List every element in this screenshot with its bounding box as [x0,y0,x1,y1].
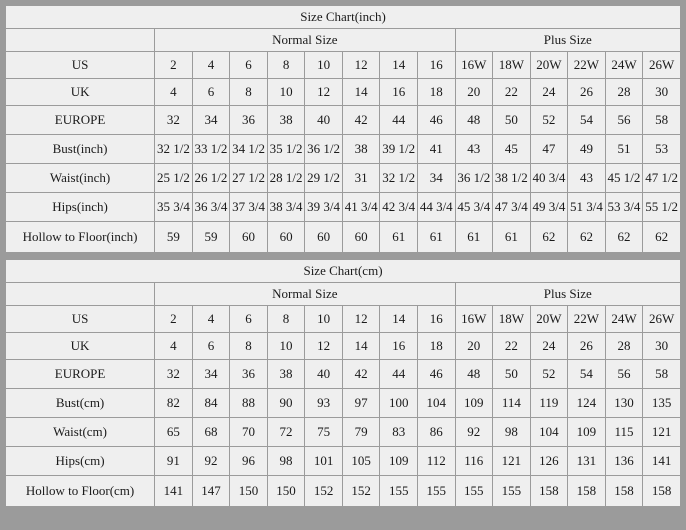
cell: 59 [155,222,193,253]
cell: 51 3/4 [568,193,606,222]
cell: 88 [230,389,268,418]
cell: 26 [568,79,606,106]
chart-title: Size Chart(cm) [6,260,681,283]
cell: 24W [605,52,643,79]
table-row [6,193,681,222]
cell: 8 [230,79,268,106]
cell: 53 [643,135,681,164]
cell: 56 [605,360,643,389]
cell: 109 [455,389,493,418]
cell: 121 [643,418,681,447]
cell: 141 [643,447,681,476]
cell: 114 [493,389,531,418]
cell: 37 3/4 [230,193,268,222]
cell: 44 [380,360,418,389]
cell: 54 [568,360,606,389]
cell: 155 [455,476,493,507]
cell: 14 [342,333,380,360]
table-group-row [6,283,681,306]
corner-cell [6,283,155,306]
cell: 16W [455,306,493,333]
cell: 27 1/2 [230,164,268,193]
cell: 59 [192,222,230,253]
cell: 36 3/4 [192,193,230,222]
cell: 62 [605,222,643,253]
cell: 28 [605,333,643,360]
cell: 36 [230,360,268,389]
cell: 18 [417,79,455,106]
cell: 45 1/2 [605,164,643,193]
cell: 158 [568,476,606,507]
cell: 56 [605,106,643,135]
cell: 32 [155,106,193,135]
table-row [6,333,681,360]
cell: 38 [267,360,305,389]
table-row [6,360,681,389]
cell: 152 [305,476,343,507]
row-label-waist: Waist(cm) [6,418,155,447]
cell: 38 1/2 [493,164,531,193]
cell: 28 1/2 [267,164,305,193]
cell: 28 [605,79,643,106]
cell: 98 [493,418,531,447]
cell: 55 1/2 [643,193,681,222]
chart-title: Size Chart(inch) [6,6,681,29]
cell: 115 [605,418,643,447]
cell: 54 [568,106,606,135]
cell: 62 [568,222,606,253]
row-label-us: US [6,306,155,333]
cell: 36 [230,106,268,135]
cell: 49 [568,135,606,164]
cell: 33 1/2 [192,135,230,164]
cell: 6 [230,306,268,333]
cell: 65 [155,418,193,447]
cell: 8 [267,52,305,79]
cell: 104 [417,389,455,418]
cell: 34 [417,164,455,193]
table-row [6,476,681,507]
cell: 105 [342,447,380,476]
cell: 60 [267,222,305,253]
cell: 61 [380,222,418,253]
cell: 84 [192,389,230,418]
cell: 58 [643,360,681,389]
cell: 12 [342,306,380,333]
cell: 86 [417,418,455,447]
row-label-hollow-to-floor: Hollow to Floor(inch) [6,222,155,253]
cell: 61 [455,222,493,253]
cell: 10 [267,333,305,360]
cell: 18 [417,333,455,360]
cell: 50 [493,106,531,135]
table-title-row [6,260,681,283]
cell: 26 1/2 [192,164,230,193]
cell: 14 [342,79,380,106]
row-label-hips: Hips(cm) [6,447,155,476]
cell: 14 [380,52,418,79]
cell: 34 [192,106,230,135]
cell: 10 [305,306,343,333]
cell: 6 [192,79,230,106]
cell: 130 [605,389,643,418]
cell: 34 [192,360,230,389]
cell: 43 [455,135,493,164]
cell: 2 [155,52,193,79]
cell: 36 1/2 [455,164,493,193]
cell: 32 [155,360,193,389]
cell: 155 [417,476,455,507]
cell: 44 [380,106,418,135]
cell: 42 [342,360,380,389]
cell: 47 1/2 [643,164,681,193]
cell: 147 [192,476,230,507]
table-title-row [6,6,681,29]
cell: 135 [643,389,681,418]
cell: 25 1/2 [155,164,193,193]
group-header-normal: Normal Size [155,29,455,52]
table-row [6,222,681,253]
size-chart-inch [4,4,682,254]
cell: 79 [342,418,380,447]
row-label-bust: Bust(cm) [6,389,155,418]
row-label-waist: Waist(inch) [6,164,155,193]
row-label-europe: EUROPE [6,106,155,135]
cell: 92 [192,447,230,476]
cell: 16 [417,306,455,333]
cell: 98 [267,447,305,476]
cell: 136 [605,447,643,476]
cell: 47 [530,135,568,164]
cell: 45 3/4 [455,193,493,222]
cell: 38 [267,106,305,135]
cell: 53 3/4 [605,193,643,222]
cell: 14 [380,306,418,333]
table-group-row [6,29,681,52]
cell: 12 [342,52,380,79]
cell: 100 [380,389,418,418]
cell: 109 [380,447,418,476]
cell: 30 [643,79,681,106]
cell: 62 [530,222,568,253]
cell: 16 [417,52,455,79]
cell: 32 1/2 [380,164,418,193]
cell: 158 [643,476,681,507]
cell: 158 [530,476,568,507]
cell: 75 [305,418,343,447]
cell: 49 3/4 [530,193,568,222]
cell: 52 [530,106,568,135]
table-row [6,306,681,333]
cell: 34 1/2 [230,135,268,164]
cell: 150 [267,476,305,507]
size-chart-cm [4,258,682,508]
cell: 45 [493,135,531,164]
cell: 70 [230,418,268,447]
table-row [6,52,681,79]
cell: 22W [568,52,606,79]
cell: 60 [305,222,343,253]
cell: 121 [493,447,531,476]
cell: 46 [417,106,455,135]
cell: 101 [305,447,343,476]
cell: 10 [305,52,343,79]
cell: 4 [155,79,193,106]
cell: 155 [493,476,531,507]
cell: 24 [530,333,568,360]
cell: 126 [530,447,568,476]
row-label-hips: Hips(inch) [6,193,155,222]
cell: 22W [568,306,606,333]
cell: 16 [380,333,418,360]
row-label-hollow-to-floor: Hollow to Floor(cm) [6,476,155,507]
cell: 6 [230,52,268,79]
cell: 68 [192,418,230,447]
cell: 10 [267,79,305,106]
cell: 35 1/2 [267,135,305,164]
cell: 90 [267,389,305,418]
cell: 41 3/4 [342,193,380,222]
cell: 48 [455,360,493,389]
cell: 22 [493,333,531,360]
cell: 12 [305,79,343,106]
cell: 92 [455,418,493,447]
cell: 93 [305,389,343,418]
cell: 29 1/2 [305,164,343,193]
cell: 39 3/4 [305,193,343,222]
cell: 6 [192,333,230,360]
cell: 52 [530,360,568,389]
cell: 20 [455,79,493,106]
corner-cell [6,29,155,52]
cell: 104 [530,418,568,447]
cell: 91 [155,447,193,476]
cell: 40 3/4 [530,164,568,193]
cell: 4 [192,52,230,79]
cell: 46 [417,360,455,389]
cell: 8 [267,306,305,333]
table-row [6,447,681,476]
cell: 62 [643,222,681,253]
cell: 41 [417,135,455,164]
size-chart-inch-table [5,5,681,253]
cell: 116 [455,447,493,476]
cell: 40 [305,106,343,135]
cell: 50 [493,360,531,389]
table-row [6,135,681,164]
cell: 48 [455,106,493,135]
cell: 20W [530,52,568,79]
table-row [6,106,681,135]
row-label-bust: Bust(inch) [6,135,155,164]
cell: 44 3/4 [417,193,455,222]
row-label-europe: EUROPE [6,360,155,389]
group-header-plus: Plus Size [455,29,680,52]
cell: 2 [155,306,193,333]
cell: 24W [605,306,643,333]
cell: 16 [380,79,418,106]
cell: 4 [192,306,230,333]
cell: 4 [155,333,193,360]
cell: 96 [230,447,268,476]
table-row [6,389,681,418]
cell: 124 [568,389,606,418]
cell: 32 1/2 [155,135,193,164]
table-row [6,418,681,447]
cell: 40 [305,360,343,389]
cell: 83 [380,418,418,447]
cell: 22 [493,79,531,106]
cell: 42 3/4 [380,193,418,222]
cell: 26 [568,333,606,360]
cell: 119 [530,389,568,418]
cell: 150 [230,476,268,507]
cell: 31 [342,164,380,193]
cell: 109 [568,418,606,447]
cell: 38 [342,135,380,164]
size-chart-cm-table [5,259,681,507]
cell: 112 [417,447,455,476]
cell: 26W [643,52,681,79]
cell: 60 [342,222,380,253]
cell: 97 [342,389,380,418]
cell: 72 [267,418,305,447]
cell: 8 [230,333,268,360]
cell: 60 [230,222,268,253]
cell: 26W [643,306,681,333]
cell: 18W [493,52,531,79]
cell: 42 [342,106,380,135]
cell: 38 3/4 [267,193,305,222]
cell: 20 [455,333,493,360]
cell: 12 [305,333,343,360]
cell: 18W [493,306,531,333]
cell: 36 1/2 [305,135,343,164]
cell: 47 3/4 [493,193,531,222]
cell: 24 [530,79,568,106]
row-label-us: US [6,52,155,79]
cell: 35 3/4 [155,193,193,222]
cell: 39 1/2 [380,135,418,164]
table-row [6,79,681,106]
cell: 58 [643,106,681,135]
group-header-normal: Normal Size [155,283,455,306]
cell: 61 [493,222,531,253]
cell: 61 [417,222,455,253]
cell: 16W [455,52,493,79]
group-header-plus: Plus Size [455,283,680,306]
row-label-uk: UK [6,333,155,360]
row-label-uk: UK [6,79,155,106]
cell: 30 [643,333,681,360]
cell: 131 [568,447,606,476]
cell: 51 [605,135,643,164]
table-row [6,164,681,193]
cell: 43 [568,164,606,193]
cell: 152 [342,476,380,507]
cell: 155 [380,476,418,507]
cell: 82 [155,389,193,418]
cell: 141 [155,476,193,507]
cell: 20W [530,306,568,333]
cell: 158 [605,476,643,507]
